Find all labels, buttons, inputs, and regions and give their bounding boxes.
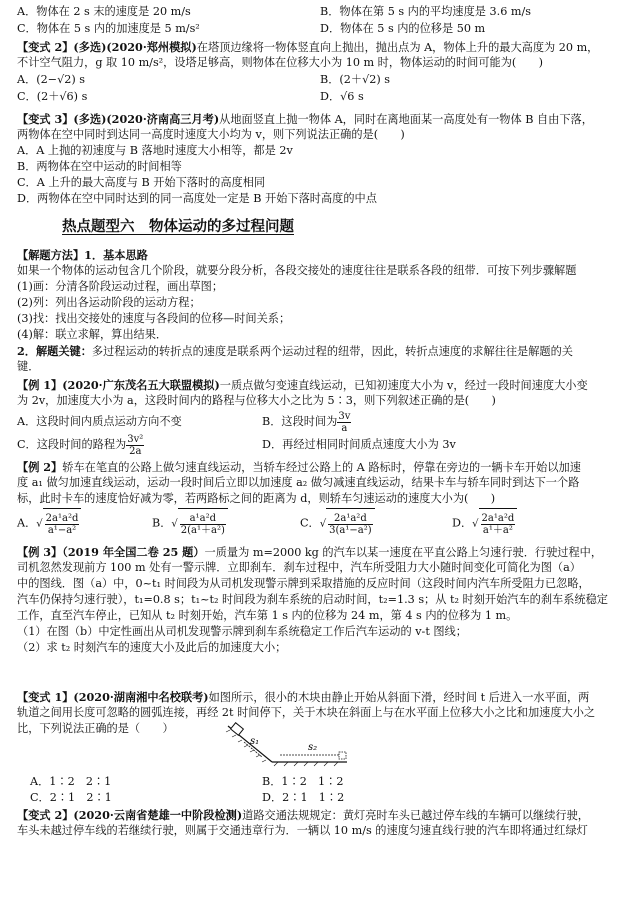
example3-tag: 【例 3】（2019 年全国二卷 25 题） — [17, 545, 205, 559]
variant2-line1 — [17, 40, 598, 55]
example2-option-d-label: D． — [452, 516, 473, 530]
example3-line3: 中的图线．图（a）中，0~t₁ 时间段为从司机发现警示牌到采取措施的反应时间（这段时间内汽车所受阻力已忽略， — [17, 577, 590, 590]
example3-line1 — [17, 545, 602, 560]
fraction-denominator: 3(a¹−a²) — [329, 524, 372, 536]
method-key-tag: 2．解题关键： — [17, 344, 92, 358]
example2-option-b-fraction — [180, 513, 226, 536]
example1-line2: 为 2v，加速度大小为 a，这段时间内的路程与位移大小之比为 5∶3，则下列叙述正确的是( ) — [17, 394, 496, 407]
example2-line3: 标，此时卡车的速度恰好减为零，若两路标之间的距离为 d，则轿车匀速运动的速度大小为( ) — [17, 492, 496, 505]
example1-option-b-label: B．这段时间为 — [262, 415, 338, 428]
top-option-a: A．物体在 2 s 末的速度是 20 m/s — [17, 5, 191, 18]
example2-option-c-fraction — [328, 513, 373, 536]
variant1b-line2: 轨道之间用长度可忽略的圆弧连接，再经 2t 时间停下，关于木块在斜面上与在水平面上位移大小之比和加速度大小之 — [17, 706, 596, 719]
method-key-text1: 多过程运动的转折点的速度是联系两个运动过程的纽带，因此，转折点速度的求解往往是解题的关 — [91, 345, 573, 358]
variant2b-tag: 【变式 2】(2020·云南省楚雄一中阶段检测) — [17, 808, 243, 822]
variant2-option-c: C．(2＋√6) s — [17, 90, 88, 103]
example2-option-b — [152, 508, 228, 540]
example2-option-d — [452, 508, 517, 540]
fraction-denominator: 2a — [129, 445, 142, 457]
variant3-tag: 【变式 3】(多选)(2020·济南高三月考) — [17, 112, 220, 126]
sqrt-icon: √ — [36, 518, 43, 530]
variant3-option-a: A．A 上抛的初速度与 B 落地时速度大小相等，都是 2v — [17, 144, 293, 157]
variant3-line2: 两物体在空中同时到达同一高度时速度大小均为 v，则下列说法正确的是( ) — [17, 128, 405, 141]
fraction-denominator: a¹＋a² — [482, 524, 513, 536]
example2-line2: 度 a₁ 做匀加速直线运动，运动一段时间后立即以加速度 a₂ 做匀减速直线运动，结果卡车与轿车同时到达下一个路 — [17, 476, 580, 489]
example3-line5: 工作，直至汽车停止，已知从 t₂ 时刻开始，汽车第 1 s 内的位移为 24 m，第 4 s 内的位移为 1 m。 — [17, 609, 518, 622]
example3-line4: 汽车仍保持匀速行驶），t₁=0.8 s；t₁~t₂ 时间段为刹车系统的启动时间，t₂=1.3 s；从 t₂ 时刻开始汽车的刹车系统稳定 — [17, 593, 608, 606]
method-tag: 【解题方法】1．基本思路 — [17, 248, 148, 262]
example3-question1: （1）在图（b）中定性画出从司机发现警示牌到刹车系统稳定工作后汽车运动的 v-t 图线； — [17, 625, 467, 638]
fraction-numerator: 3v — [338, 410, 351, 422]
example2-option-c-radicand — [326, 508, 375, 539]
s1-label: s₁ — [250, 736, 260, 747]
variant2-option-a: A．(2−√2) s — [17, 73, 86, 86]
example1-text1: 一质点做匀变速直线运动，已知初速度大小为 v，经过一段时间速度大小变 — [219, 379, 588, 392]
fraction-denominator: a¹−a² — [47, 524, 77, 536]
incline-diagram — [222, 722, 352, 772]
example3-line2: 司机忽然发现前方 100 m 处有一警示牌．立即刹车．刹车过程中，汽车所受阻力大小随时间变化可简化为图（a） — [17, 561, 581, 574]
example1-tag: 【例 1】(2020·广东茂名五大联盟模拟) — [17, 378, 220, 392]
example2-tag: 【例 2】 — [17, 460, 63, 474]
variant2b-text1: 道路交通法规规定：黄灯亮时车头已越过停车线的车辆可以继续行驶， — [242, 809, 589, 822]
variant2b-line1 — [17, 808, 589, 823]
example1-option-c-fraction — [126, 434, 144, 457]
variant2-option-d: D．√6 s — [320, 90, 364, 103]
variant1b-line1 — [17, 690, 589, 705]
top-option-b: B．物体在第 5 s 内的平均速度是 3.6 m/s — [320, 5, 532, 18]
example2-option-a-radicand — [43, 508, 82, 539]
method-key-line2: 键． — [17, 360, 40, 373]
example2-line1 — [17, 460, 581, 475]
example2-option-d-radicand — [479, 508, 518, 539]
method-step2: (2)列：列出各运动阶段的运动方程； — [17, 296, 201, 309]
variant1b-tag: 【变式 1】(2020·湖南湘中名校联考) — [17, 690, 209, 704]
variant2-option-b: B．(2＋√2) s — [320, 73, 390, 86]
example1-option-c-label: C．这段时间的路程为 — [17, 438, 127, 451]
example2-option-c — [300, 508, 375, 540]
method-key-line1 — [17, 344, 573, 359]
variant2-text1: 在塔顶边缘将一物体竖直向上抛出，抛出点为 A，物体上升的最大高度为 20 m， — [196, 41, 599, 54]
example2-option-a — [17, 508, 81, 540]
fraction-denominator: 2(a¹＋a²) — [180, 524, 225, 536]
variant1b-option-a: A．1∶2 2∶1 — [30, 775, 112, 788]
example2-option-b-label: B． — [152, 516, 172, 530]
variant2-line2: 不计空气阻力，g 取 10 m/s²，设塔足够高，则物体在位移大小为 10 m 时，物体运动的时间可能为( ) — [17, 56, 544, 69]
example1-option-d: D．再经过相同时间质点速度大小为 3v — [262, 438, 456, 451]
top-option-d: D．物体在 5 s 内的位移是 50 m — [320, 22, 486, 35]
variant3-option-d: D．两物体在空中同时达到的同一高度处一定是 B 开始下落时高度的中点 — [17, 192, 377, 205]
example3-text1: 一质量为 m=2000 kg 的汽车以某一速度在平直公路上匀速行驶．行驶过程中， — [204, 546, 603, 559]
variant1b-line3: 比，下列说法正确的是（ ） — [17, 722, 174, 735]
fraction-numerator: a¹a²d — [180, 513, 226, 525]
method-line1: 如果一个物体的运动包含几个阶段，就要分段分析，各段交接处的速度往往是联系各段的纽带．可按下列步骤解题 — [17, 264, 577, 277]
example1-line1 — [17, 378, 588, 393]
variant3-text1: 从地面竖直上抛一物体 A，同时在离地面某一高度处有一物体 B 自由下落， — [219, 113, 593, 126]
variant1b-option-c: C．2∶1 2∶1 — [30, 791, 112, 804]
example1-option-b — [262, 408, 351, 436]
s2-label: s₂ — [308, 742, 318, 753]
example3-question2: （2）求 t₂ 时刻汽车的速度大小及此后的加速度大小； — [17, 641, 287, 654]
variant1b-option-d: D．2∶1 1∶2 — [262, 791, 345, 804]
variant2b-line2: 车头未越过停车线的若继续行驶，则属于交通违章行为．一辆以 10 m/s 的速度匀速直线行驶的汽车即将通过红绿灯 — [17, 824, 588, 837]
fraction-numerator: 3v² — [127, 433, 144, 445]
method-step4: (4)解：联立求解，算出结果． — [17, 328, 168, 341]
variant3-line1 — [17, 112, 593, 127]
fraction-numerator: 2a¹a²d — [45, 512, 79, 524]
sqrt-icon: √ — [171, 518, 178, 530]
variant1b-option-b: B．1∶2 1∶2 — [262, 775, 344, 788]
variant1b-text1: 如图所示，很小的木块由静止开始从斜面下滑，经时间 t 后进入一水平面，两 — [208, 691, 590, 704]
section-title: 热点题型六 物体运动的多过程问题 — [62, 219, 294, 235]
fraction-numerator: 2a¹a²d — [481, 512, 515, 524]
fraction-denominator: a — [341, 422, 348, 434]
example2-option-a-label: A． — [17, 516, 37, 530]
example1-option-a: A．这段时间内质点运动方向不变 — [17, 415, 182, 428]
sqrt-icon: √ — [319, 518, 327, 530]
example2-text1: 轿车在笔直的公路上做匀速直线运动，当轿车经过公路上的 A 路标时，停靠在旁边的一辆卡车开始以加速 — [62, 461, 581, 474]
method-step3: (3)找：找出交接处的速度与各段间的位移—时间关系； — [17, 312, 291, 325]
variant3-option-c: C．A 上升的最大高度与 B 开始下落时的高度相同 — [17, 176, 266, 189]
top-option-c: C．物体在 5 s 内的加速度是 5 m/s² — [17, 22, 200, 35]
variant3-option-b: B．两物体在空中运动的时间相等 — [17, 160, 182, 173]
example1-option-c — [17, 430, 144, 460]
method-step1: (1)画：分清各阶段运动过程，画出草图； — [17, 280, 224, 293]
example2-option-a-fraction — [45, 513, 80, 536]
variant2-tag: 【变式 2】(多选)(2020·郑州模拟) — [17, 40, 197, 54]
example2-option-c-label: C． — [300, 516, 320, 530]
example1-option-b-fraction — [337, 411, 351, 434]
example2-option-b-radicand — [178, 508, 228, 539]
example2-option-d-fraction — [481, 513, 516, 536]
sqrt-icon: √ — [472, 518, 479, 530]
fraction-numerator: 2a¹a²d — [328, 513, 373, 525]
